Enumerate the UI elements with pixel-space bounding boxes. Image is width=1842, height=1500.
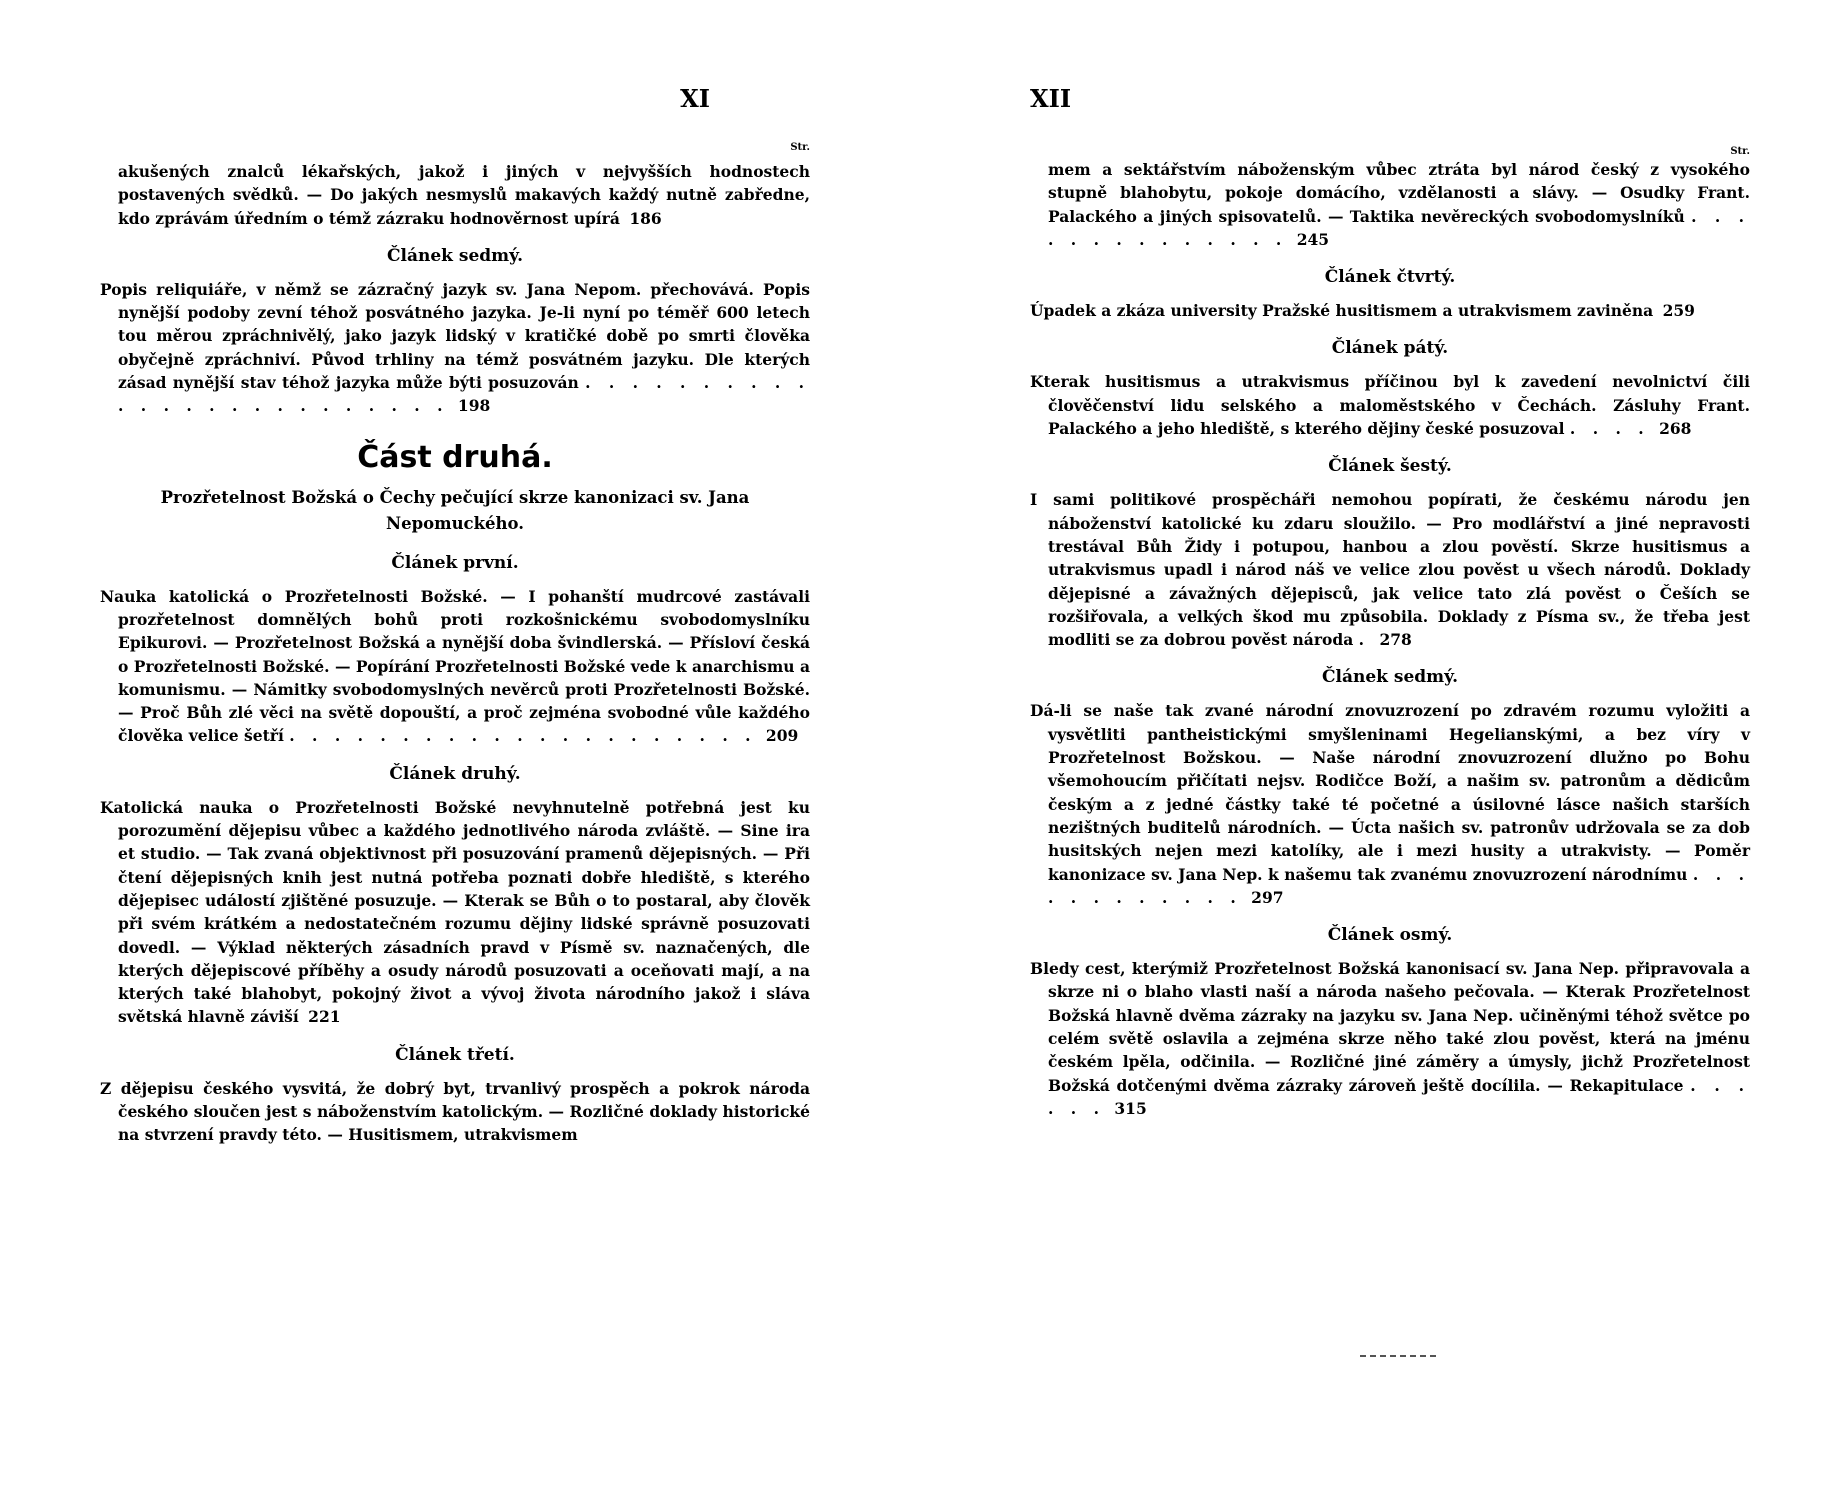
entry-page-number: 198 bbox=[457, 396, 491, 416]
article-heading: Článek šestý. bbox=[1328, 456, 1452, 477]
toc-entry bbox=[100, 278, 810, 418]
entry-text: Z dějepisu českého vysvitá, že dobrý byt, trvanlivý prospěch a pokrok národa českého sloučen jest s náboženstvím katolickým. — Rozličné doklady historické na stvrzení pravdy této. — Husitismem, utrakvismem bbox=[100, 1078, 810, 1145]
toc-entry bbox=[1030, 957, 1750, 1120]
toc-entry bbox=[1030, 488, 1750, 651]
article-heading: Článek druhý. bbox=[389, 763, 521, 784]
toc-entry bbox=[100, 160, 810, 230]
toc-entry bbox=[1030, 699, 1750, 909]
table-of-contents bbox=[1030, 158, 1750, 1120]
entry-text: Nauka katolická o Prozřetelnosti Božské. — I pohanští mudrcové zastávali prozřetelnost domnělých bohů proti rozkošnickému svobodomyslníku Epikurovi. — Prozřetelnost Božská a nynější doba švindlerská. — Přísloví česká o Prozřetelnosti Božské. — Popírání Prozřetelnosti Božské vede k anarchismu a komunismu. — Námitky svobodomyslných nevěrců proti Prozřetelnosti Božské. — Proč Bůh zlé věci na světě dopouští, a proč zejména svobodné vůle každého člověka velice šetří bbox=[100, 586, 810, 746]
entry-text: akušených znalců lékařských, jakož i jiných v nejvyšších hodnostech postavených svědků. — Do jakých nesmyslů makavých každý nutně zabředne, kdo zprávám úředním o témž zázraku hodnověrnost upírá bbox=[118, 162, 810, 228]
entry-page-number: 245 bbox=[1296, 229, 1330, 249]
entry-text: Kterak husitismus a utrakvismus příčinou byl k zavedení nevolnictví čili člověčenství lidu selského a maloměstského v Čechách. Zásluhy Frant. Palackého a jeho hlediště, s kterého dějiny české posuzoval bbox=[1030, 372, 1750, 439]
dot-leader: . . . . . . . . . . . . . . . . . . . . . . . . . bbox=[118, 373, 810, 416]
entry-page-number: 268 bbox=[1659, 419, 1692, 439]
article-heading: Článek čtvrtý. bbox=[1324, 267, 1456, 288]
toc-entry bbox=[1030, 158, 1750, 251]
entry-page-number: 221 bbox=[308, 1007, 341, 1027]
entry-page-number: 297 bbox=[1251, 887, 1284, 907]
toc-entry bbox=[1030, 370, 1750, 440]
part-subtitle: Prozřetelnost Božská o Čechy pečující skrze kanonizaci sv. Jana Nepomuckého. bbox=[160, 487, 750, 533]
page-number: XII bbox=[1030, 84, 1072, 113]
right-page bbox=[1030, 0, 1750, 1500]
table-of-contents bbox=[100, 160, 810, 1147]
toc-entry bbox=[100, 585, 810, 748]
article-heading: Článek sedmý. bbox=[387, 245, 523, 266]
divider bbox=[1360, 1355, 1436, 1359]
entry-text: Popis reliquiáře, v němž se zázračný jazyk sv. Jana Nepom. přechovává. Popis nynější podoby zevní téhož posvátného jazyka. Je-li nyní po téměř 600 letech tou měrou zpráchnivělý, jako jazyk lidský v kratičké době po smrti člověka obyčejně zpráchniví. Původ trhliny na témž posvátném jazyku. Dle kterých zásad nynější stav téhož jazyka může býti posuzován bbox=[100, 279, 810, 393]
dot-leader: . . . . . . bbox=[1048, 1075, 1750, 1118]
entry-page-number: 259 bbox=[1662, 301, 1695, 321]
entry-page-number: 278 bbox=[1379, 630, 1412, 650]
entry-text: Dá-li se naše tak zvané národní znovuzrození po zdravém rozumu vyložiti a vysvětliti pantheistickými smyšleninami Hegelianskými, a bez víry v Prozřetelnost Božskou. — Naše národní znovuzrození dlužno po Bohu všemohoucím přičítati nejsv. Rodičce Boží, a našim sv. patronům a dědicům českým a z jedné částky také té početné a úsilovné lásce našich starších nezištných buditelů národních. — Úcta našich sv. patronův udržovala se za dob husitských nejen mezi katolíky, ale i mezi husity a utrakvisty. — Poměr kanonizace sv. Jana Nep. k našemu tak zvanému znovuzrození národnímu bbox=[1030, 701, 1750, 884]
entry-page-number: 186 bbox=[629, 208, 662, 228]
article-heading: Článek sedmý. bbox=[1322, 667, 1458, 688]
toc-entry bbox=[100, 796, 810, 1029]
entry-text: Úpadek a zkáza university Pražské husitismem a utrakvismem zaviněna bbox=[1030, 301, 1654, 321]
page-column-label: Str. bbox=[1730, 146, 1750, 157]
dot-leader: . . . . . . . . . . . . . . bbox=[1048, 206, 1750, 249]
entry-page-number: 315 bbox=[1114, 1098, 1147, 1118]
toc-entry bbox=[100, 1077, 810, 1147]
article-heading: Článek osmý. bbox=[1327, 925, 1453, 946]
part-heading: Část druhá. bbox=[357, 439, 553, 475]
entry-text: Katolická nauka o Prozřetelnosti Božské nevyhnutelně potřebná jest ku porozumění dějepisu vůbec a každého jednotlivého národa zvláště. — Sine ira et studio. — Tak zvaná objektivnost při posuzování pramenů dějepisných. — Při čtení dějepisných knih jest nutná potřeba poznati dobře hlediště, s kterého dějepisec událostí zjištěné posuzuje. — Kterak se Bůh o to postaral, aby člověk při svém krátkém a nedostatečném rozumu dějiny lidské správně posuzovati dovedl. — Výklad některých zásadních pravd v Písmě sv. naznačených, dle kterých dějepiscové příběhy a osudy národů posuzovati a oceňovati mají, a na kterých také blahobyt, pokojný život a vývoj života národního jakož i sláva světská hlavně záviší bbox=[100, 797, 810, 1027]
article-heading: Článek třetí. bbox=[395, 1044, 515, 1065]
dot-leader: . bbox=[1358, 630, 1371, 650]
article-heading: Článek pátý. bbox=[1331, 338, 1449, 359]
page-number: XI bbox=[680, 84, 710, 113]
entry-text: I sami politikové prospěcháři nemohou popírati, že českému národu jen náboženství katolické ku zdaru sloužilo. — Pro modlářství a jiné nepravosti trestával Bůh Židy i potupou, hanbou a zlou pověstí. Skrze husitismus a utrakvismus upadl i národ náš ve velice zlou pověst u všech národů. Doklady dějepisné a závažných dějepisců, jak velice tato zlá pověst o Češích se rozšiřovala, a velkých škod mu způsobila. Doklady z Písma sv., že třeba jest modliti se za dobrou pověst národa bbox=[1030, 490, 1750, 650]
left-page bbox=[100, 0, 810, 1500]
article-heading: Článek první. bbox=[391, 552, 519, 573]
dot-leader: . . . . . . . . . . . . . . . . . . . . . bbox=[289, 726, 757, 746]
toc-entry bbox=[1030, 299, 1750, 322]
entry-text: mem a sektářstvím náboženským vůbec ztráta byl národ český z vysokého stupně blahobytu, pokoje domácího, vzdělanosti a slávy. — Osudky Frant. Palackého a jiných spisovatelů. — Taktika nevěreckých svobodomyslníků bbox=[1048, 160, 1750, 226]
page-column-label: Str. bbox=[790, 142, 810, 153]
dot-leader: . . . . bbox=[1569, 419, 1650, 439]
dot-leader: . . . . . . . . . . . . bbox=[1048, 864, 1750, 907]
entry-page-number: 209 bbox=[765, 726, 799, 746]
entry-text: Bledy cest, kterýmiž Prozřetelnost Božská kanonisací sv. Jana Nep. připravovala a skrze ni o blaho vlasti naší a národa našeho pečovala. — Kterak Prozřetelnost Božská hlavně dvěma zázraky na jazyku sv. Jana Nep. učiněnými téhož světce po celém světě oslavila a zejména skrze něho také zlou pověst, která na jménu českém lpěla, odčinila. — Rozličné jiné záměry a úmysly, jichž Prozřetelnost Božská dotčenými dvěma zázraky zároveň ještě docílila. — Rekapitulace bbox=[1030, 959, 1750, 1095]
